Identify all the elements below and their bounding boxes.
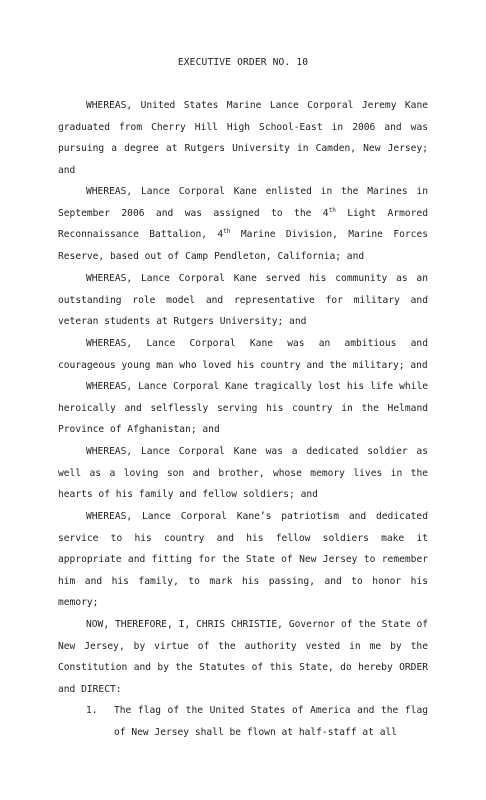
document-title: EXECUTIVE ORDER NO. 10 — [177, 57, 309, 68]
paragraph-2-part-2: Light Armored Reconnaissance Battalion, 4 — [58, 207, 428, 241]
paragraph-2-part-1: WHEREAS, Lance Corporal Kane enlisted in the Marines in September 2006 and was assigned to the 4 — [58, 186, 428, 219]
list-item-text: The flag of the United States of America and the flag of New Jersey shall be flown at half-staff at all — [114, 705, 428, 738]
paragraph-3: WHEREAS, Lance Corporal Kane served his community as an outstanding role model and representative for military and veteran students at Rutgers University; and — [58, 273, 428, 328]
paragraph-2 — [58, 181, 428, 267]
paragraph-4: WHEREAS, Lance Corporal Kane was an ambitious and courageous young man who loved his country and the military; and — [58, 338, 428, 371]
list-item-1 — [86, 700, 428, 743]
paragraph-6: WHEREAS, Lance Corporal Kane was a dedicated soldier as well as a loving son and brother, whose memory lives in the hearts of his family and fellow soldiers; and — [58, 446, 428, 501]
paragraph-2-part-3: Marine Division, Marine Forces Reserve, based out of Camp Pendleton, California; and — [58, 229, 428, 262]
list-item-number: 1. — [86, 705, 98, 716]
paragraph-8: NOW, THEREFORE, I, CHRIS CHRISTIE, Governor of the State of New Jersey, by virtue of the authority vested in me by the Constitution and by the Statutes of this State, do hereby ORDER and DIRECT: — [58, 619, 428, 695]
paragraph-7: WHEREAS, Lance Corporal Kane’s patriotism and dedicated service to his country and his fellow soldiers make it appropriate and fitting for the State of New Jersey to remember him and his family, to mark his passing, and to honor his memory; — [58, 511, 428, 609]
superscript-th-1: th — [328, 206, 336, 214]
superscript-th-2: th — [223, 228, 231, 235]
paragraph-5: WHEREAS, Lance Corporal Kane tragically lost his life while heroically and selflessly serving his country in the Helmand Province of Afghanistan; and — [58, 381, 428, 436]
paragraph-1: WHEREAS, United States Marine Lance Corporal Jeremy Kane graduated from Cherry Hill High School-East in 2006 and was pursuing a degree at Rutgers University in Camden, New Jersey; and — [58, 100, 428, 176]
